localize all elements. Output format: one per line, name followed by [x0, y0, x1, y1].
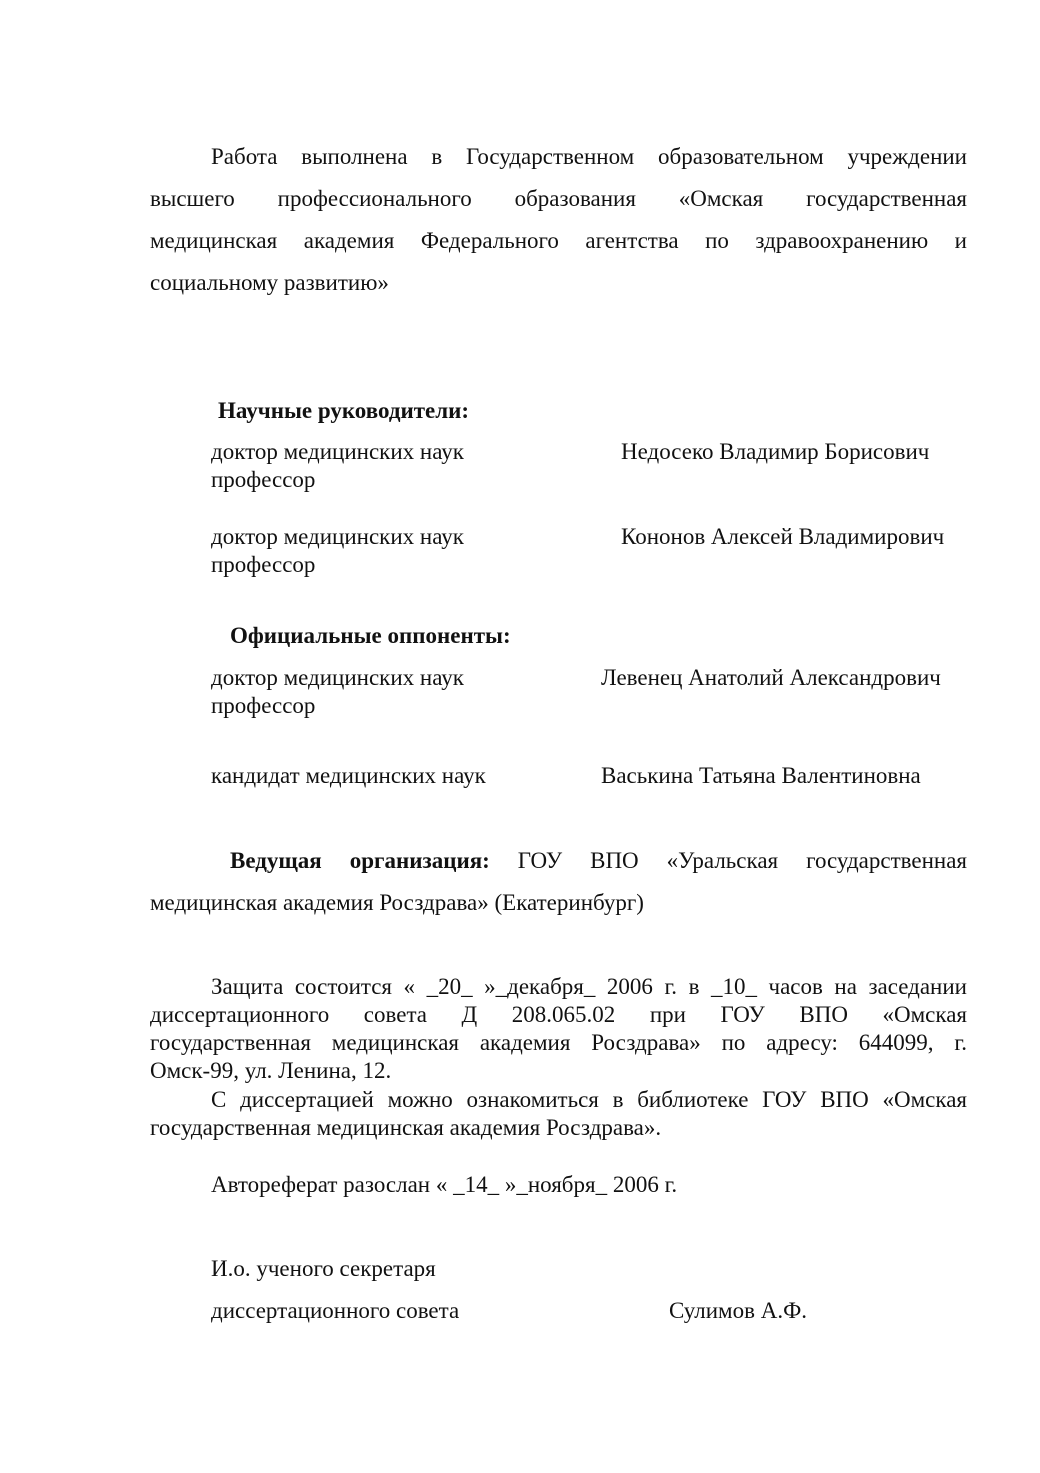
intro-line-1: Работа выполнена в Государственном образовательном учреждении: [211, 144, 967, 169]
intro-line-4: социальному развитию»: [150, 270, 389, 295]
lead-org-line-1: [230, 847, 967, 875]
lead-org-text: ГОУ ВПО «Уральская государственная: [517, 848, 967, 873]
opponent-2-name: Васькина Татьяна Валентиновна: [601, 763, 921, 788]
supervisor-2-title: профессор: [211, 552, 316, 577]
defense-line-3: государственная медицинская академия Росздрава» по адресу: 644099, г.: [150, 1030, 967, 1055]
defense-line-4: Омск-99, ул. Ленина, 12.: [150, 1058, 392, 1083]
secretary-name: Сулимов А.Ф.: [669, 1298, 807, 1323]
opponent-2-degree: кандидат медицинских наук: [211, 763, 486, 788]
supervisors-heading: Научные руководители:: [218, 398, 470, 423]
supervisor-2-degree: доктор медицинских наук: [211, 524, 464, 549]
defense-line-2: диссертационного совета Д 208.065.02 при ГОУ ВПО «Омская: [150, 1002, 967, 1027]
opponent-1-degree: доктор медицинских наук: [211, 665, 464, 690]
opponents-heading: Официальные оппоненты:: [230, 623, 511, 648]
intro-line-3: медицинская академия Федерального агентства по здравоохранению и: [150, 228, 967, 253]
lead-org-line-2: медицинская академия Росздрава» (Екатеринбург): [150, 890, 644, 915]
opponent-1-title: профессор: [211, 693, 316, 718]
library-line-2: государственная медицинская академия Росздрава».: [150, 1115, 662, 1140]
opponent-1-name: Левенец Анатолий Александрович: [601, 665, 941, 690]
supervisor-1-name: Недосеко Владимир Борисович: [621, 439, 930, 464]
secretary-line-1: И.о. ученого секретаря: [211, 1256, 436, 1281]
defense-line-1: Защита состоится « _20_ »_декабря_ 2006 г. в _10_ часов на заседании: [211, 974, 967, 999]
library-line-1: С диссертацией можно ознакомиться в библиотеке ГОУ ВПО «Омская: [211, 1087, 967, 1112]
mailing-date: Автореферат разослан « _14_ »_ноября_ 2006 г.: [211, 1172, 678, 1197]
intro-line-2: высшего профессионального образования «Омская государственная: [150, 186, 967, 211]
lead-org-label: Ведущая организация:: [230, 848, 490, 873]
secretary-line-2: диссертационного совета: [211, 1298, 460, 1323]
supervisor-2-name: Кононов Алексей Владимирович: [621, 524, 945, 549]
supervisor-1-title: профессор: [211, 467, 316, 492]
supervisor-1-degree: доктор медицинских наук: [211, 439, 464, 464]
